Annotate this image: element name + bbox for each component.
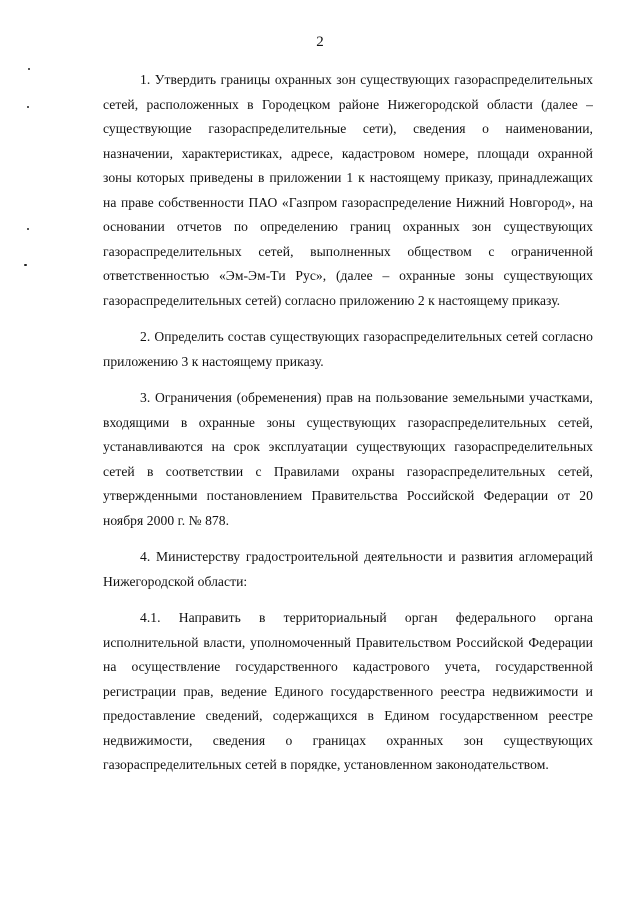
paragraph-item-3: 3. Ограничения (обременения) прав на пользование земельными участками, входящими в охранные зоны существующих газораспределительных сетей, устанавливаются на срок эксплуатации существующих газораспределительных сетей в соответствии с Правилами охраны газораспределительных сетей, утвержденными постановлением Правительства Российской Федерации от 20 ноября 2000 г. № 878.	[103, 390, 593, 528]
document-body	[103, 68, 593, 778]
scan-speck	[27, 228, 29, 230]
scan-speck	[27, 106, 29, 108]
scan-speck	[24, 264, 27, 266]
paragraph-item-2: 2. Определить состав существующих газораспределительных сетей согласно приложению 3 к настоящему приказу.	[103, 329, 593, 369]
page-number: 2	[316, 34, 324, 50]
paragraph-item-4-1: 4.1. Направить в территориальный орган федерального органа исполнительной власти, уполномоченный Правительством Российской Федерации на осуществление государственного кадастрового учета, государственной регистрации прав, ведение Единого государственного реестра недвижимости и предоставление сведений, содержащихся в Едином государственном реестре недвижимости, сведения о границах охранных зон существующих газораспределительных сетей в порядке, установленном законодательством.	[103, 610, 593, 772]
paragraph-item-1: 1. Утвердить границы охранных зон существующих газораспределительных сетей, расположенных в Городецком районе Нижегородской области (далее – существующие газораспределительные сети), сведения о наименовании, назначении, характеристиках, адресе, кадастровом номере, площади охранной зоны которых приведены в приложении 1 к настоящему приказу, принадлежащих на праве собственности ПАО «Газпром газораспределение Нижний Новгород», на основании отчетов по определению границ охранных зон существующих газораспределительных сетей, выполненных обществом с ограниченной ответственностью «Эм-Эм-Ти Рус», (далее – охранные зоны существующих газораспределительных сетей) согласно приложению 2 к настоящему приказу.	[103, 72, 593, 308]
paragraph-item-4: 4. Министерству градостроительной деятельности и развития агломераций Нижегородской области:	[103, 549, 593, 589]
scan-speck	[28, 68, 30, 70]
